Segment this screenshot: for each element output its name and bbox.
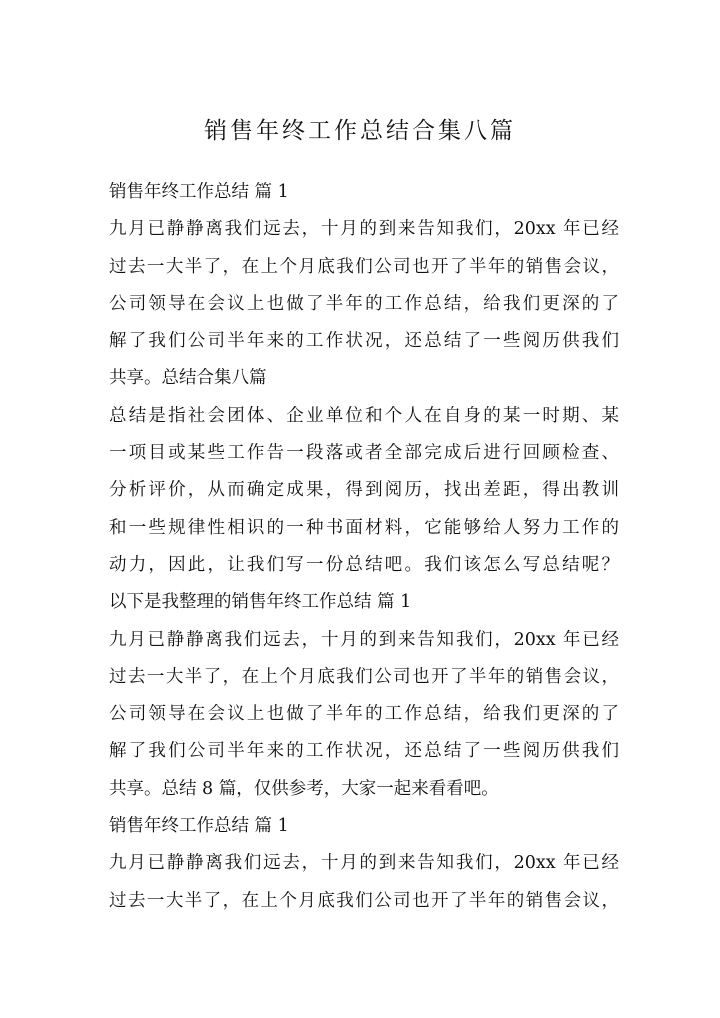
paragraph-line: 过去一大半了，在上个月底我们公司也开了半年的销售会议， (109, 666, 619, 687)
paragraph-line: 公司领导在会议上也做了半年的工作总结，给我们更深的了 (109, 293, 619, 314)
paragraph-line: 一项目或某些工作告一段落或者全部完成后进行回顾检查、 (109, 443, 619, 464)
paragraph-line: 共享。总结合集八篇 (109, 368, 267, 389)
section-heading: 销售年终工作总结 篇 1 (109, 816, 289, 837)
document-body (109, 174, 619, 920)
paragraph-line: 九月已静静离我们远去，十月的到来告知我们，20xx 年已经 (109, 853, 619, 874)
paragraph-line: 九月已静静离我们远去，十月的到来告知我们，20xx 年已经 (109, 219, 619, 240)
paragraph-line: 过去一大半了，在上个月底我们公司也开了半年的销售会议， (109, 256, 619, 277)
paragraph-line: 和一些规律性相识的一种书面材料，它能够给人努力工作的 (109, 517, 619, 538)
document-title: 销售年终工作总结合集八篇 (204, 118, 516, 144)
paragraph-line: 分析评价，从而确定成果，得到阅历，找出差距，得出教训 (109, 480, 619, 501)
paragraph-line: 共享。总结 8 篇，仅供参考，大家一起来看看吧。 (109, 778, 499, 799)
section-heading: 销售年终工作总结 篇 1 (109, 182, 289, 202)
paragraph-line: 总结是指社会团体、企业单位和个人在自身的某一时期、某 (109, 405, 619, 426)
paragraph-line: 九月已静静离我们远去，十月的到来告知我们，20xx 年已经 (109, 629, 619, 650)
paragraph-line: 以下是我整理的销售年终工作总结 篇 1 (109, 592, 412, 613)
paragraph-line: 解了我们公司半年来的工作状况，还总结了一些阅历供我们 (109, 741, 619, 762)
paragraph-line: 过去一大半了，在上个月底我们公司也开了半年的销售会议， (109, 890, 619, 911)
paragraph-line: 公司领导在会议上也做了半年的工作总结，给我们更深的了 (109, 704, 619, 725)
paragraph-line: 解了我们公司半年来的工作状况，还总结了一些阅历供我们 (109, 331, 619, 352)
paragraph-line: 动力，因此，让我们写一份总结吧。我们该怎么写总结呢？ (109, 554, 619, 575)
